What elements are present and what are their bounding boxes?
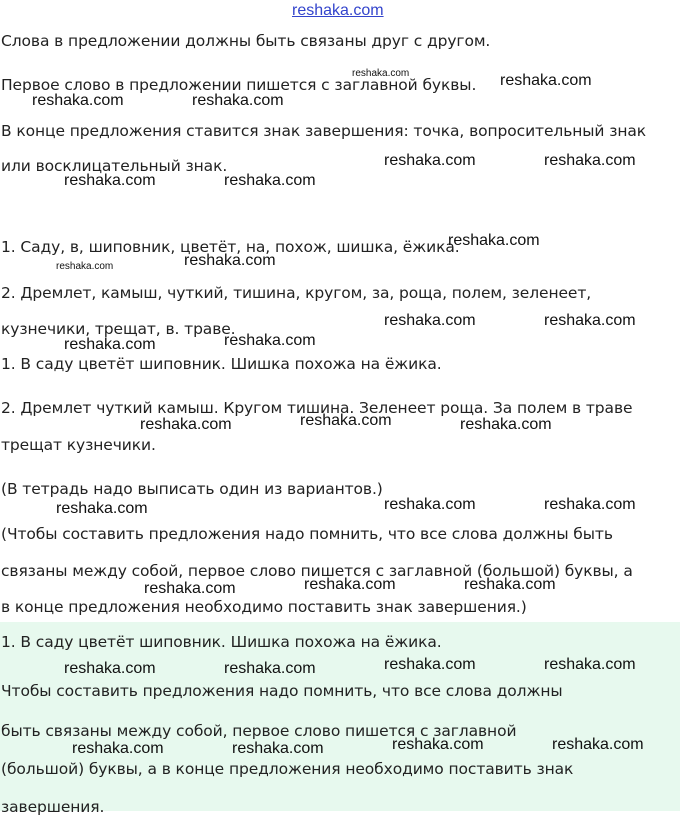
watermark: reshaka.com <box>32 92 124 109</box>
answer-line-1: 1. В саду цветёт шиповник. Шишка похожа на ёжика. <box>1 355 442 373</box>
rule-line-3: В конце предложения ставится знак завершения: точка, вопросительный знак <box>1 122 647 140</box>
task-line-1: 1. Саду, в, шиповник, цветёт, на, похож, шишка, ёжика. <box>1 238 460 256</box>
watermark: reshaka.com <box>72 740 164 757</box>
answer-box-line-2: Чтобы составить предложения надо помнить, что все слова должны <box>1 682 563 700</box>
watermark: reshaka.com <box>304 576 396 593</box>
rule-line-2: Первое слово в предложении пишется с заглавной буквы. <box>1 76 477 94</box>
watermark: reshaka.com <box>544 152 636 169</box>
answer-box-line-3: быть связаны между собой, первое слово пишется с заглавной <box>1 722 517 740</box>
site-title-link[interactable]: reshaka.com <box>292 2 384 19</box>
task-line-2: 2. Дремлет, камыш, чуткий, тишина, кругом, за, роща, полем, зеленеет, <box>1 284 592 302</box>
watermark: reshaka.com <box>464 576 556 593</box>
watermark: reshaka.com <box>144 580 236 597</box>
watermark: reshaka.com <box>552 736 644 753</box>
task-line-3: кузнечики, трещат, в. траве. <box>1 320 236 338</box>
watermark: reshaka.com <box>384 656 476 673</box>
watermark: reshaka.com <box>352 68 410 79</box>
watermark: reshaka.com <box>384 152 476 169</box>
watermark: reshaka.com <box>224 332 316 349</box>
watermark: reshaka.com <box>184 252 276 269</box>
rule-line-4: или восклицательный знак. <box>1 157 228 175</box>
watermark: reshaka.com <box>448 232 540 249</box>
explanation-line-2: связаны между собой, первое слово пишется с заглавной (большой) буквы, а <box>1 562 633 580</box>
watermark: reshaka.com <box>56 500 148 517</box>
explanation-line-3: в конце предложения необходимо поставить знак завершения.) <box>1 598 527 616</box>
answer-line-2: 2. Дремлет чуткий камыш. Кругом тишина. Зеленеет роща. За полем в траве <box>1 399 633 417</box>
watermark: reshaka.com <box>460 416 552 433</box>
answer-line-3: трещат кузнечики. <box>1 436 156 454</box>
answer-box-line-1: 1. В саду цветёт шиповник. Шишка похожа на ёжика. <box>1 633 442 651</box>
rule-line-1: Слова в предложении должны быть связаны друг с другом. <box>1 32 491 50</box>
watermark: reshaka.com <box>232 740 324 757</box>
watermark: reshaka.com <box>224 660 316 677</box>
answer-box-line-5: завершения. <box>1 798 105 816</box>
watermark: reshaka.com <box>140 416 232 433</box>
watermark: reshaka.com <box>544 656 636 673</box>
watermark: reshaka.com <box>544 496 636 513</box>
note-line: (В тетрадь надо выписать один из вариантов.) <box>1 480 383 498</box>
watermark: reshaka.com <box>392 736 484 753</box>
watermark: reshaka.com <box>56 261 114 272</box>
watermark: reshaka.com <box>64 660 156 677</box>
watermark: reshaka.com <box>500 72 592 89</box>
watermark: reshaka.com <box>384 496 476 513</box>
watermark: reshaka.com <box>64 172 156 189</box>
watermark: reshaka.com <box>64 336 156 353</box>
watermark: reshaka.com <box>224 172 316 189</box>
explanation-line-1: (Чтобы составить предложения надо помнить, что все слова должны быть <box>1 525 613 543</box>
watermark: reshaka.com <box>192 92 284 109</box>
watermark: reshaka.com <box>544 312 636 329</box>
watermark: reshaka.com <box>384 312 476 329</box>
watermark: reshaka.com <box>300 412 392 429</box>
answer-box-line-4: (большой) буквы, а в конце предложения необходимо поставить знак <box>1 760 574 778</box>
